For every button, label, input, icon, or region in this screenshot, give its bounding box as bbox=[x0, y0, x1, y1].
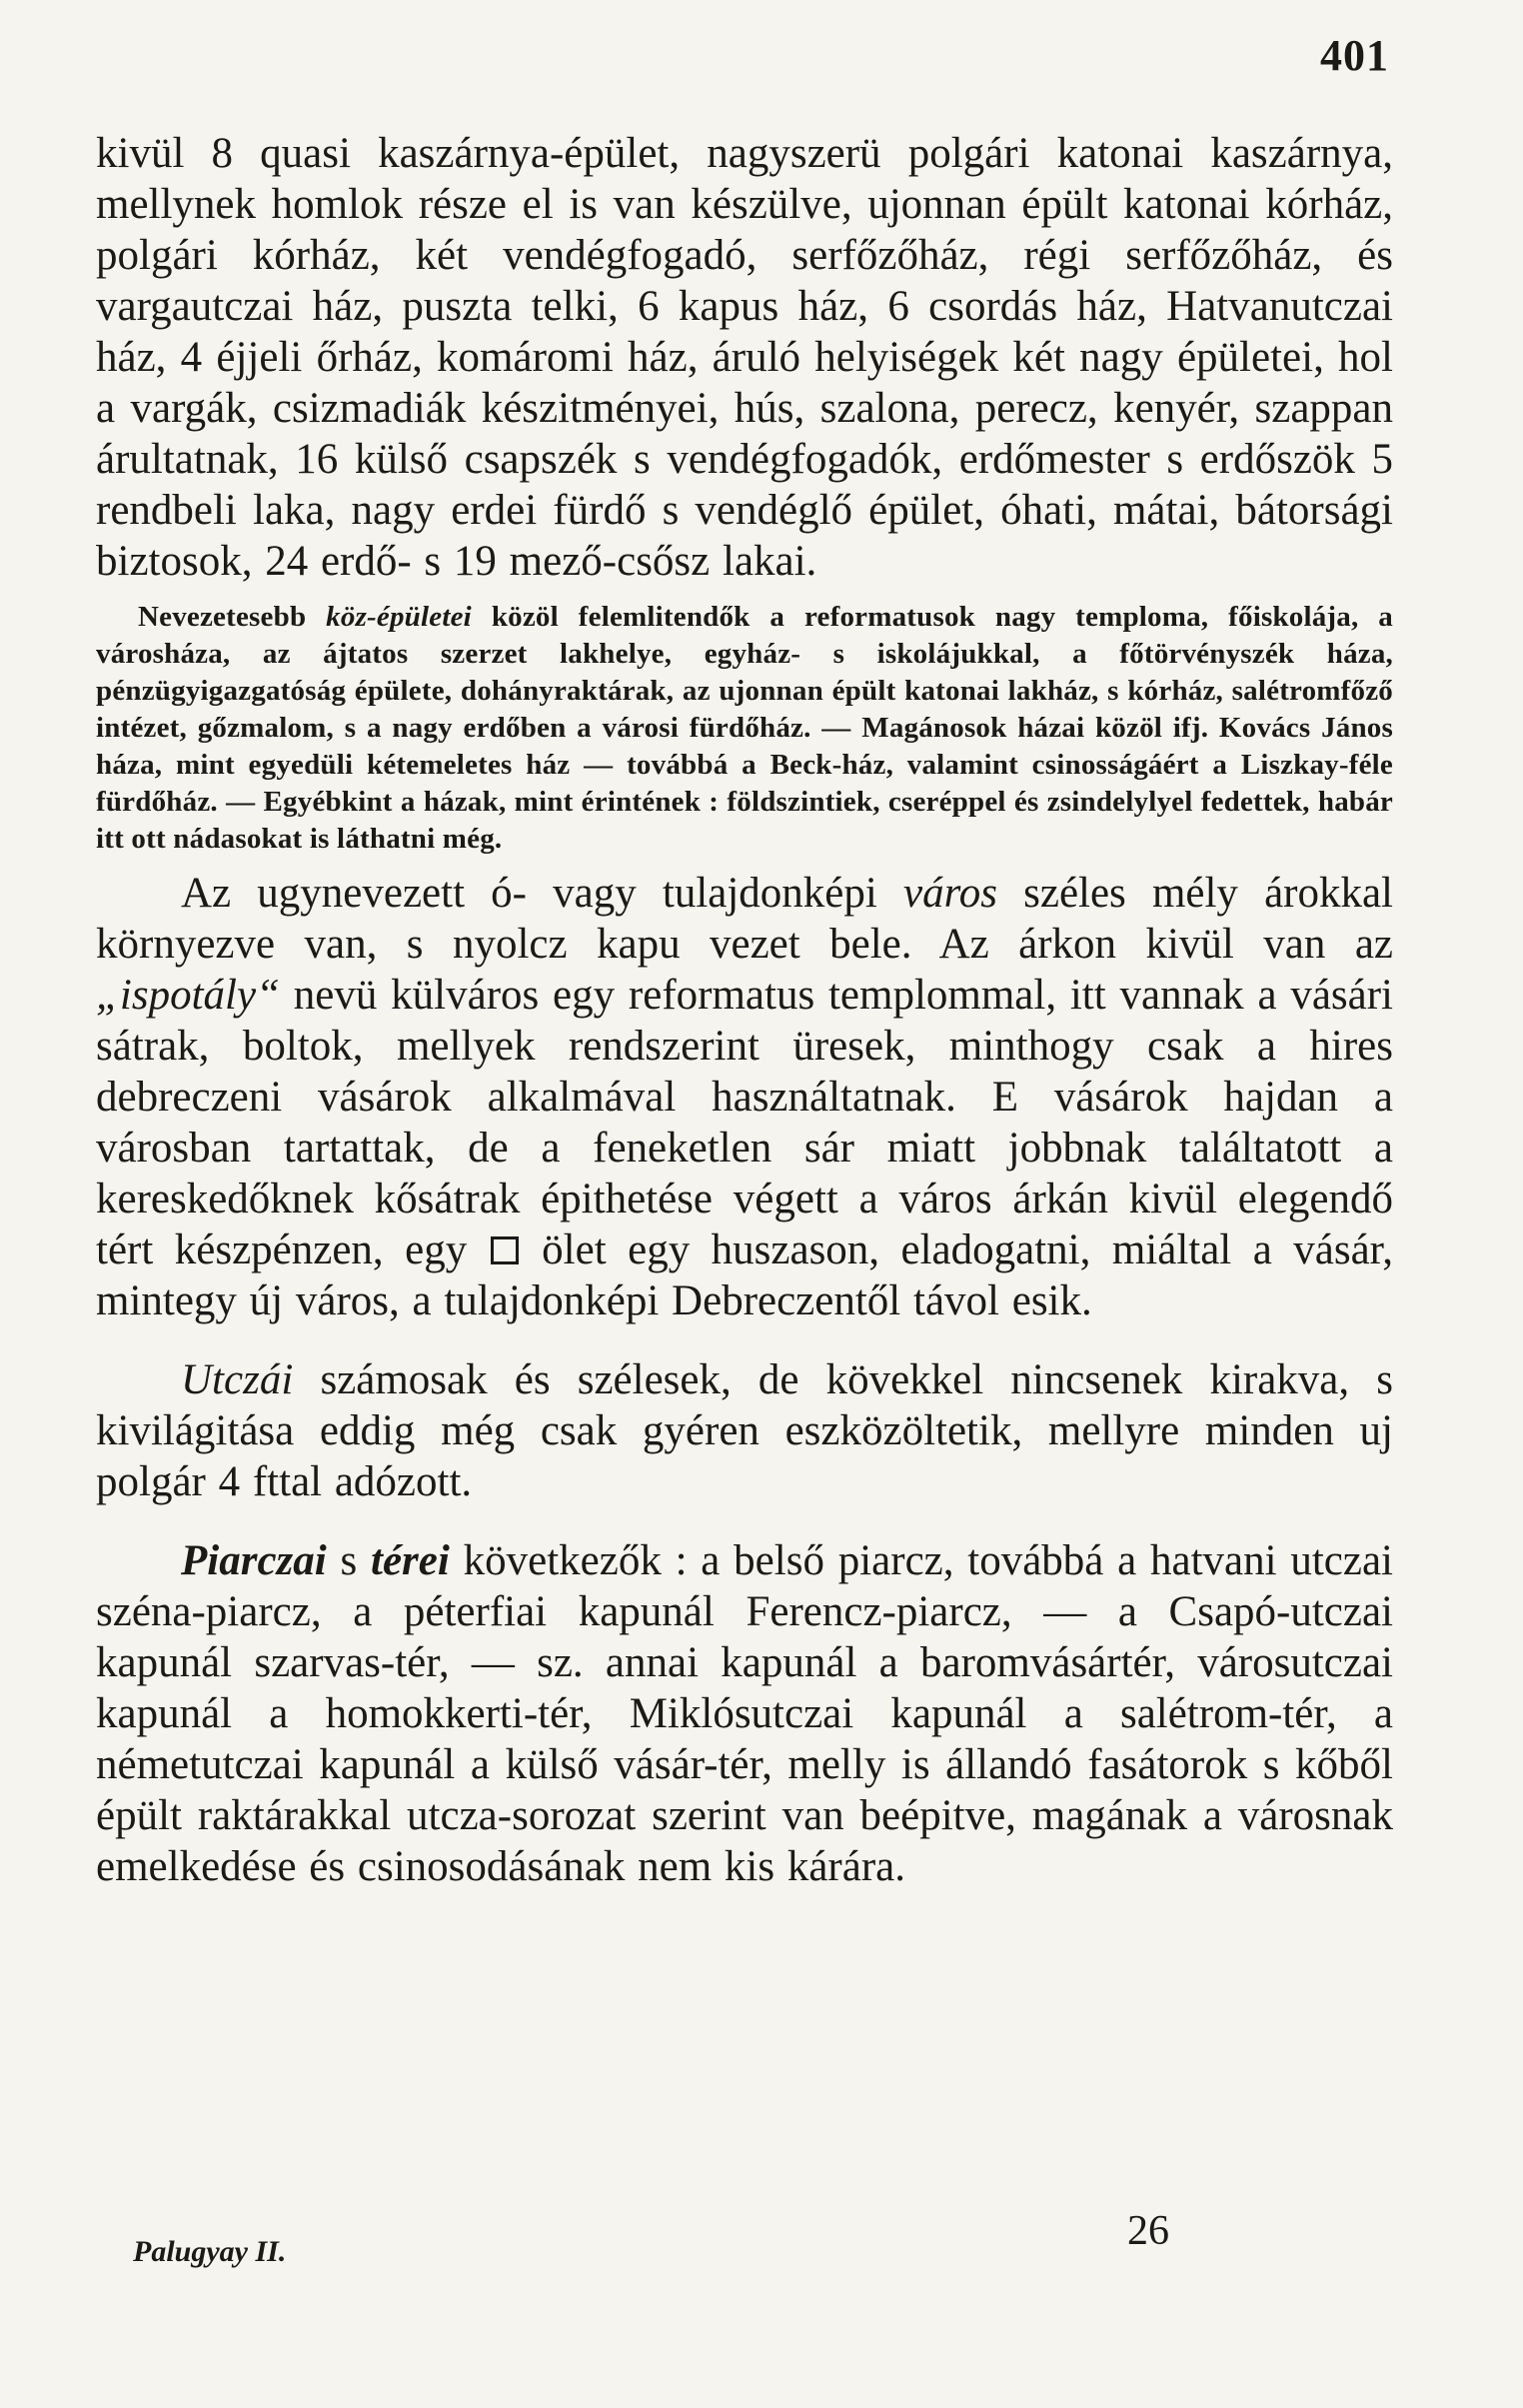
square-unit-icon bbox=[491, 1236, 519, 1264]
paragraph-text: nevü külváros egy reformatus templommal, itt vannak a vásári sátrak, boltok, mellyek rendszerint üresek, minthogy csak a hires debreczeni vásárok alkalmával használtatnak. E vásárok hajdan a városban tartattak, de a feneketlen sár miatt jobbnak találtatott a kereskedőknek kősátrak épithetése végett a város árkán kivül elegendő tért készpénzen, egy bbox=[96, 972, 1393, 1273]
printer-signature: Palugyay II. bbox=[133, 2235, 287, 2268]
paragraph-text: következők : a belső piarcz, továbbá a hatvani utczai széna-piarcz, a péterfiai kapunál Ferencz-piarcz, — a Csapó-utczai kapunál szarvas-tér, — sz. annai kapunál a baromvásártér, városutczai kapunál a homokkerti-tér, Miklósutczai kapunál a salétrom-tér, a németutczai kapunál a külső vásár-tér, melly is állandó fasátorok s kőből épült raktárakkal utcza-sorozat szerint van beépitve, magának a városnak emelkedése és csinosodásának nem kis kárára. bbox=[96, 1537, 1394, 1890]
note-text: Nevezetesebb bbox=[138, 601, 307, 633]
page-body bbox=[96, 128, 1393, 1892]
paragraph-text: számosak és szélesek, de kövekkel nincsenek kirakva, s kivilágitása eddig még csak gyéren eszközöltetik, mellyre minden uj polgár 4 fttal adózott. bbox=[96, 1356, 1394, 1505]
italic-term: Utczái bbox=[181, 1356, 294, 1403]
page-number: 401 bbox=[1320, 31, 1389, 80]
paragraph-text: s bbox=[340, 1537, 358, 1584]
sheet-number: 26 bbox=[1127, 2208, 1169, 2254]
italic-term: „ispotály“ bbox=[96, 972, 280, 1019]
note-text: közöl felemlitendők a reformatusok nagy temploma, főiskolája, a városháza, az ájtatos szerzet lakhelye, egyház- s iskolájukkal, a főtörvényszék háza, pénzügyigazgatóság épülete, dohányraktárak, az ujonnan épült katonai lakház, s kórház, salétromfőző intézet, gőzmalom, s a nagy erdőben a városi fürdőház. — Magánosok házai közöl ifj. Kovács János háza, mint egyedüli kétemeletes ház — továbbá a Beck-ház, valamint csinosságáért a Liszkay-féle fürdőház. — Egyébkint a házak, mint érintének : földszintiek, cseréppel és zsindelylyel fedettek, habár itt ott nádasokat is láthatni még. bbox=[96, 601, 1394, 855]
note-italic-term: köz-épületei bbox=[326, 601, 472, 633]
italic-term: Piarczai bbox=[181, 1537, 327, 1584]
paragraph-squares bbox=[96, 1535, 1393, 1892]
paragraph-streets bbox=[96, 1354, 1393, 1507]
paragraph-text: kivül 8 quasi kaszárnya-épület, nagyszerü polgári katonai kaszárnya, mellynek homlok része el is van készülve, ujonnan épült katonai kórház, polgári kórház, két vendégfogadó, serfőzőház, régi serfőzőház, és vargautczai ház, puszta telki, 6 kapus ház, 6 csordás ház, Hatvanutczai ház, 4 éjjeli őrház, komáromi ház, áruló helyiségek két nagy épületei, hol a vargák, csizmadiák készitményei, hús, szalona, perecz, kenyér, szappan árultatnak, 16 külső csapszék s vendégfogadók, erdőmester s erdőszök 5 rendbeli laka, nagy erdei fürdő s vendéglő épület, óhati, mátai, bátorsági biztosok, 24 erdő- s 19 mező-csősz lakai. bbox=[96, 130, 1393, 585]
paragraph-text: Az ugynevezett ó- vagy tulajdonképi bbox=[181, 870, 877, 917]
footnote-public-buildings bbox=[96, 599, 1393, 858]
italic-term: város bbox=[903, 870, 997, 917]
paragraph-text: ölet egy huszason, eladogatni, miáltal a vásár, mintegy új város, a tulajdonképi Debreczentől távol esik. bbox=[96, 1226, 1394, 1324]
paragraph-text: széles mély árokkal környezve van, s nyolcz kapu vezet bele. Az árkon kivül van az bbox=[96, 870, 1394, 968]
italic-term: térei bbox=[371, 1537, 450, 1584]
paragraph-buildings bbox=[96, 128, 1393, 587]
paragraph-old-town bbox=[96, 868, 1393, 1326]
